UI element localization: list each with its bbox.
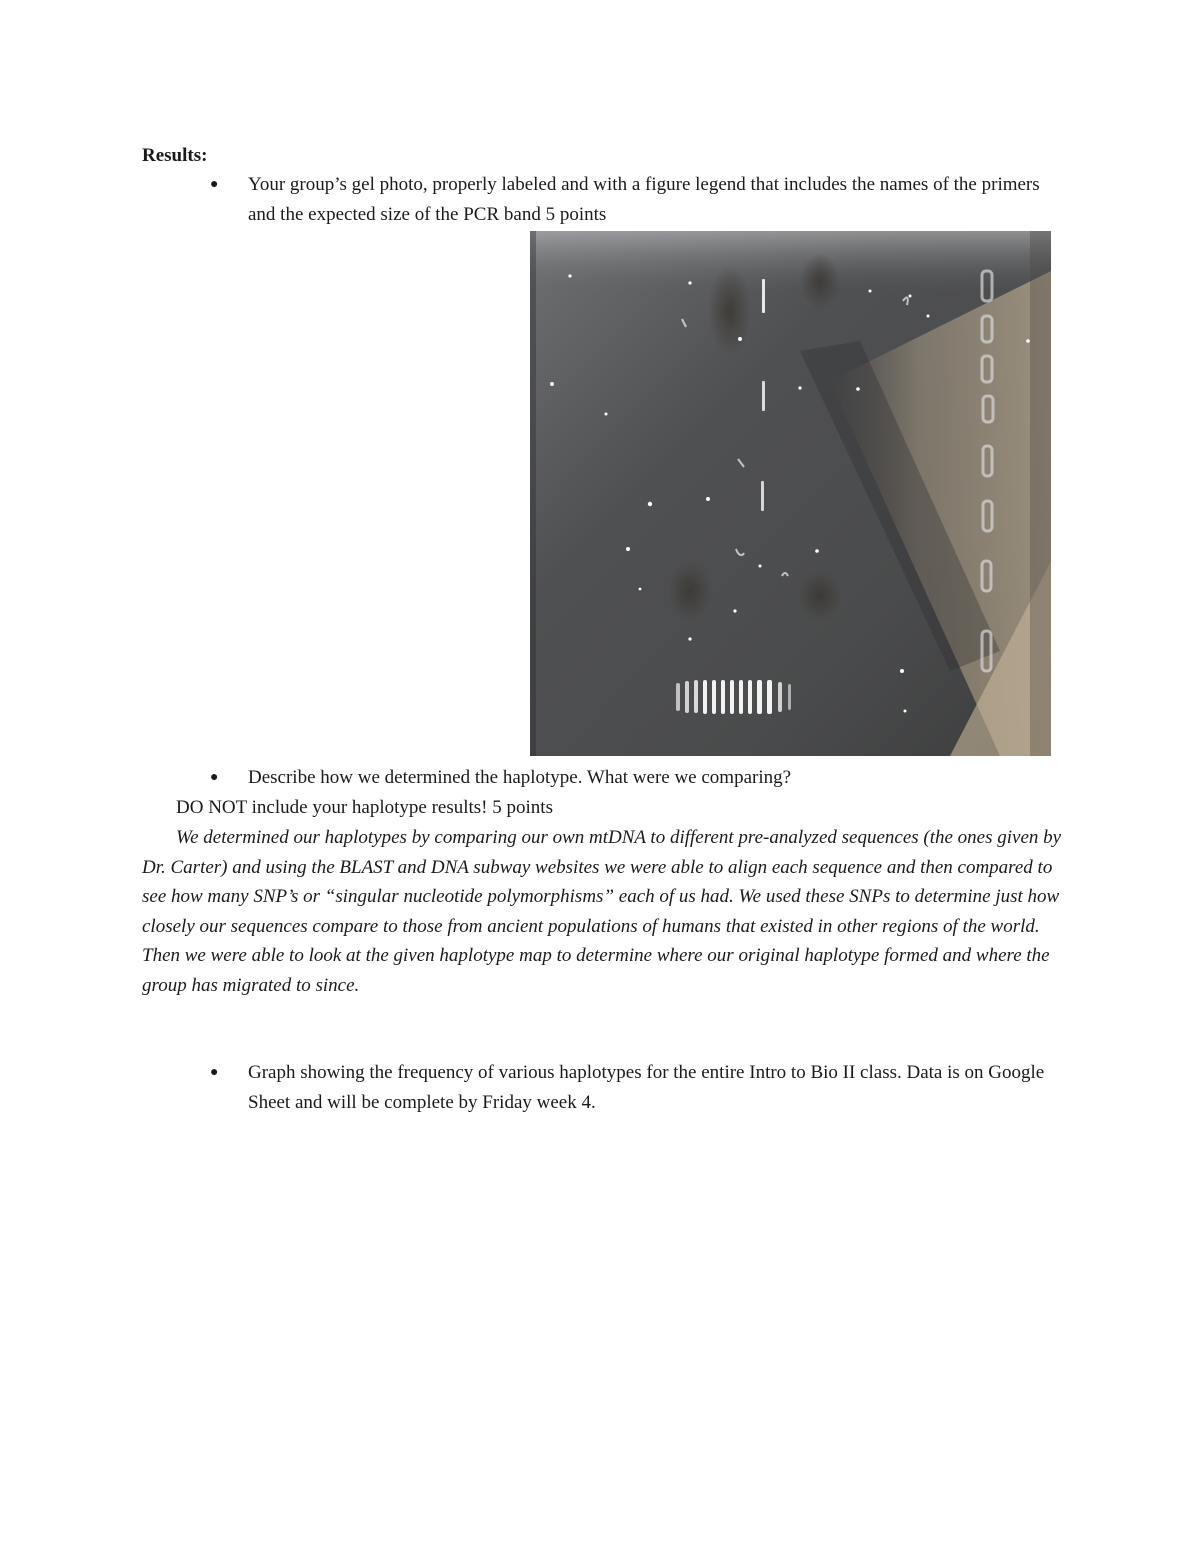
bullet-item-haplotype-method (210, 763, 1070, 793)
gel-photo (530, 231, 1051, 756)
results-heading: Results: (142, 145, 208, 166)
instruction-note: DO NOT include your haplotype results! 5 points (176, 797, 553, 818)
answer-paragraph: We determined our haplotypes by comparing our own mtDNA to different pre-analyzed sequences (the ones given by Dr. Carter) and using the BLAST and DNA subway websites we were able to align each sequence and then compared to see how many SNP’s or “singular nucleotide polymorphisms” each of us had. We used these SNPs to determine just how closely our sequences compare to those from ancient populations of humans that existed in other regions of the world. Then we were able to look at the given haplotype map to determine where our original haplotype formed and where the group has migrated to since. (142, 827, 1062, 996)
bullet-item-gel-photo (210, 170, 1070, 230)
bullet-icon: ● (210, 1065, 219, 1080)
bullet-text: Graph showing the frequency of various haplotypes for the entire Intro to Bio II class. Data is on Google Sheet and will be complete by Friday week 4. (248, 1062, 1045, 1113)
bullet-icon: ● (210, 177, 219, 192)
bullet-icon: ● (210, 770, 219, 785)
bullet-item-frequency-graph (210, 1058, 1070, 1118)
bullet-text: Your group’s gel photo, properly labeled and with a figure legend that includes the names of the primers and the expected size of the PCR band 5 points (248, 174, 1040, 225)
bullet-text: Describe how we determined the haplotype. What were we comparing? (248, 767, 792, 788)
